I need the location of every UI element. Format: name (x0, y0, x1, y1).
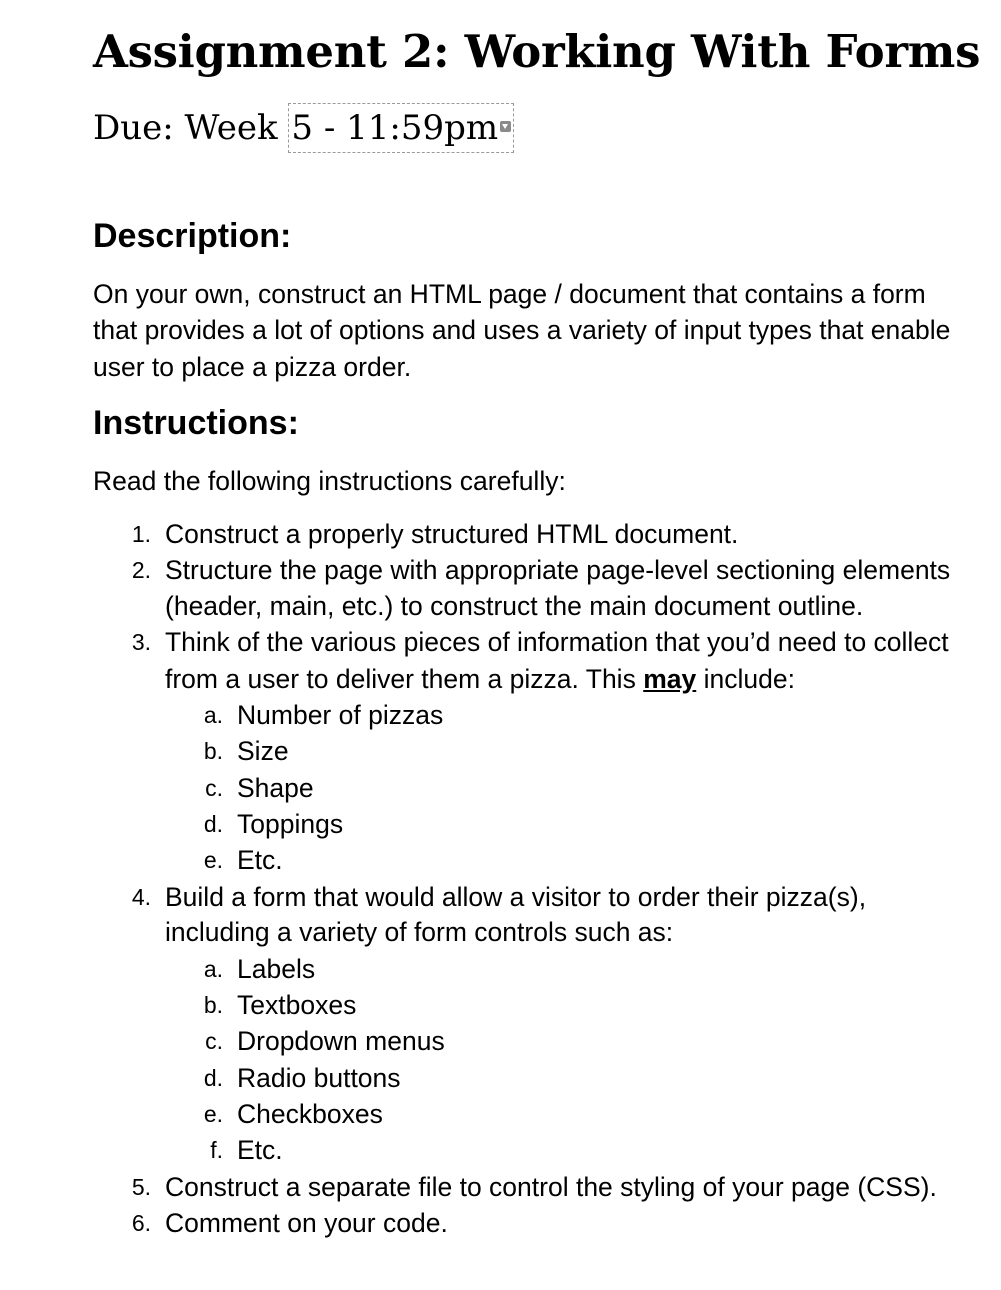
step-marker: 5. (131, 1174, 151, 1200)
subitem-text: Textboxes (237, 990, 357, 1020)
subitem-text: Shape (237, 773, 314, 803)
subitem-text: Dropdown menus (237, 1026, 445, 1056)
subitem-marker: d. (203, 811, 223, 837)
description-line-2: that provides a lot of options and uses a variety of input types that enable (93, 315, 951, 345)
step-text: Construct a separate file to control the styling of your page (CSS). (165, 1172, 937, 1202)
description-line-1: On your own, construct an HTML page / document that contains a form (93, 279, 926, 309)
step-text-continued: including a variety of form controls such as: (165, 917, 674, 947)
due-line (93, 103, 514, 153)
subitem-marker: a. (203, 702, 223, 728)
step-marker: 1. (131, 521, 151, 547)
subitem-marker: e. (203, 847, 223, 873)
instructions-intro: Read the following instructions carefully: (93, 466, 566, 496)
subitem-marker: b. (203, 738, 223, 764)
step-text: Build a form that would allow a visitor to order their pizza(s), (165, 882, 867, 912)
subitem-marker: d. (203, 1065, 223, 1091)
subitem-text: Checkboxes (237, 1099, 383, 1129)
emphasis-may: may (643, 664, 697, 694)
subitem-text: Etc. (237, 1135, 283, 1165)
step-text: Construct a properly structured HTML document. (165, 519, 739, 549)
subitem-marker: f. (210, 1137, 223, 1163)
instructions-heading: Instructions: (93, 404, 299, 442)
step-marker: 6. (131, 1210, 151, 1236)
due-label: Due: Week (93, 108, 289, 148)
step-text: Think of the various pieces of information that you’d need to collect (165, 627, 949, 657)
subitem-marker: c. (205, 1028, 223, 1054)
subitem-text: Size (237, 736, 289, 766)
description-line-3: user to place a pizza order. (93, 352, 412, 382)
subitem-text: Labels (237, 954, 316, 984)
subitem-marker: c. (205, 775, 223, 801)
dropdown-arrow-icon[interactable] (500, 121, 511, 132)
step-text-continued: (header, main, etc.) to construct the main document outline. (165, 591, 864, 621)
step-marker: 3. (131, 629, 151, 655)
description-heading: Description: (93, 217, 292, 255)
step-text-part: include: (696, 664, 795, 694)
subitem-marker: a. (203, 956, 223, 982)
step-marker: 2. (131, 557, 151, 583)
due-value: 5 - 11:59pm (291, 108, 499, 148)
due-date-field[interactable] (288, 103, 514, 153)
subitem-text: Etc. (237, 845, 283, 875)
document-title: Assignment 2: Working With Forms (93, 25, 981, 78)
subitem-marker: e. (203, 1101, 223, 1127)
subitem-text: Radio buttons (237, 1063, 401, 1093)
subitem-marker: b. (203, 992, 223, 1018)
step-text: Comment on your code. (165, 1208, 448, 1238)
step-marker: 4. (131, 884, 151, 910)
step-text: Structure the page with appropriate page-level sectioning elements (165, 555, 951, 585)
step-text-part: from a user to deliver them a pizza. This (165, 664, 644, 694)
subitem-text: Number of pizzas (237, 700, 444, 730)
subitem-text: Toppings (237, 809, 344, 839)
step-text-continued (165, 661, 795, 697)
